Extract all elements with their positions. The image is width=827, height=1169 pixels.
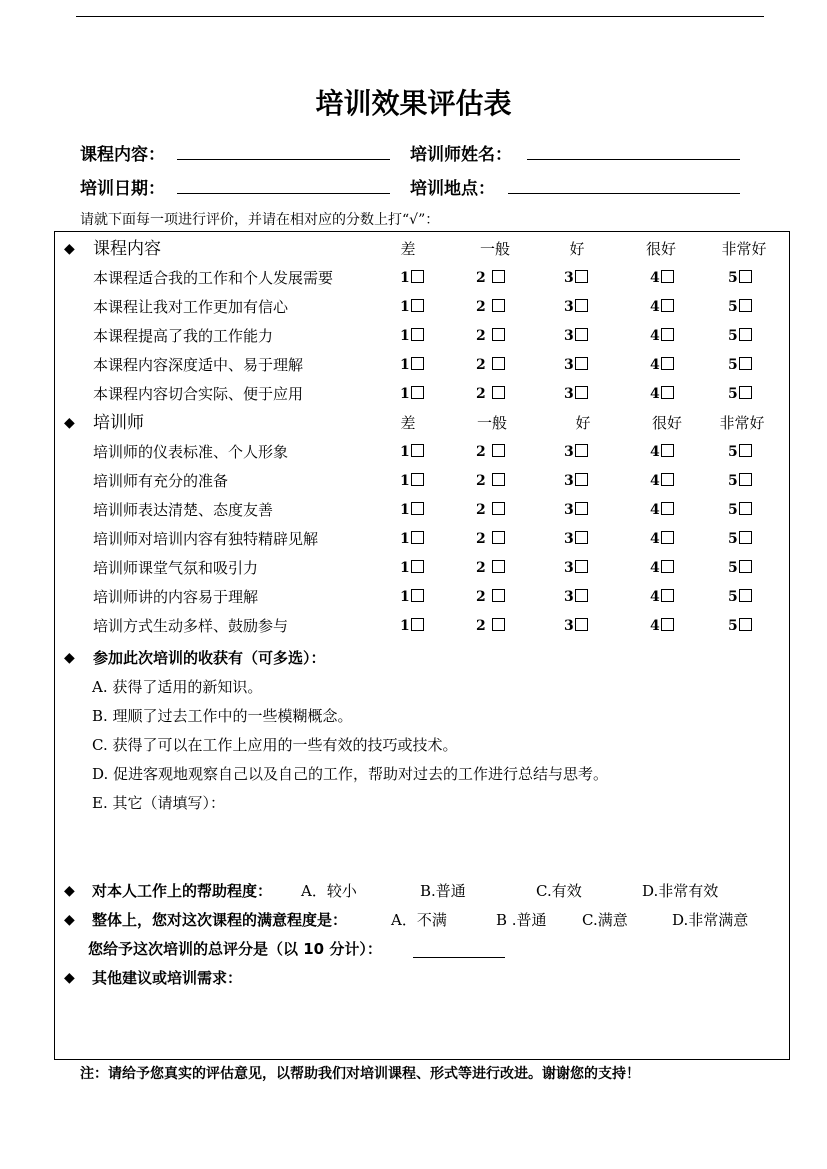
score-number: 3 — [564, 589, 574, 605]
rating-row — [55, 612, 791, 641]
checkbox[interactable] — [739, 531, 752, 544]
checkbox[interactable] — [492, 299, 505, 312]
score-number: 4 — [650, 299, 660, 315]
score-option-4[interactable] — [650, 351, 674, 380]
score-number: 4 — [650, 444, 660, 460]
score-option-1[interactable] — [400, 612, 424, 641]
checkbox[interactable] — [492, 270, 505, 283]
score-option-1[interactable] — [400, 467, 424, 496]
rating-item-label: 培训师课堂气氛和吸引力 — [93, 559, 259, 577]
section-course-header — [55, 236, 789, 262]
score-option-5[interactable] — [728, 612, 752, 641]
evaluation-form — [54, 231, 790, 1060]
score-option-2[interactable] — [476, 351, 505, 380]
score-option-4[interactable] — [650, 322, 674, 351]
score-number: 5 — [728, 299, 738, 315]
scale-poor: 差 — [400, 414, 416, 432]
section-gains-header — [55, 645, 789, 671]
rating-item-label: 培训师讲的内容易于理解 — [93, 588, 259, 606]
score-number: 2 — [476, 618, 486, 634]
scale-good: 好 — [569, 240, 585, 258]
score-option-4[interactable] — [650, 467, 674, 496]
score-option-2[interactable] — [476, 293, 505, 322]
score-number: 4 — [650, 531, 660, 547]
score-option-5[interactable] — [728, 525, 752, 554]
rating-item-label: 本课程内容切合实际、便于应用 — [93, 385, 304, 403]
score-number: 2 — [476, 560, 486, 576]
rating-item-label: 培训方式生动多样、鼓励参与 — [93, 617, 289, 635]
top-rule — [76, 16, 764, 17]
score-option-4[interactable] — [650, 554, 674, 583]
checkbox[interactable] — [661, 531, 674, 544]
rating-item-label: 培训师的仪表标准、个人形象 — [93, 443, 289, 461]
course-content-field[interactable] — [177, 159, 390, 160]
score-number: 5 — [728, 270, 738, 286]
score-number: 3 — [564, 531, 574, 547]
checkbox[interactable] — [575, 444, 588, 457]
checkbox[interactable] — [411, 444, 424, 457]
gain-choice-a[interactable]: A. 获得了适用的新知识。 — [92, 678, 263, 696]
score-option-3[interactable] — [564, 525, 588, 554]
score-number: 5 — [728, 618, 738, 634]
location-label: 培训地点： — [410, 179, 495, 199]
checkbox[interactable] — [661, 357, 674, 370]
help-option-c[interactable]: C.有效 — [536, 882, 582, 900]
checkbox[interactable] — [492, 328, 505, 341]
checkbox[interactable] — [492, 618, 505, 631]
score-number: 3 — [564, 386, 574, 402]
score-number: 5 — [728, 589, 738, 605]
score-number: 4 — [650, 473, 660, 489]
score-number: 5 — [728, 357, 738, 373]
satisfaction-option-a[interactable]: A．不满 — [391, 911, 447, 929]
diamond-bullet-icon: ◆ — [64, 241, 75, 257]
score-number: 4 — [650, 589, 660, 605]
scale-excellent: 非常好 — [719, 414, 765, 432]
score-number: 1 — [400, 589, 410, 605]
checkbox[interactable] — [411, 328, 424, 341]
help-option-b[interactable]: B.普通 — [420, 882, 466, 900]
score-option-2[interactable] — [476, 438, 505, 467]
score-option-5[interactable] — [728, 322, 752, 351]
checkbox[interactable] — [739, 502, 752, 515]
rating-row — [55, 467, 791, 496]
score-option-1[interactable] — [400, 264, 424, 293]
rating-row — [55, 525, 791, 554]
section-trainer-header — [55, 410, 789, 436]
diamond-bullet-icon: ◆ — [64, 883, 75, 899]
checkbox[interactable] — [739, 560, 752, 573]
score-number: 1 — [400, 328, 410, 344]
score-number: 5 — [728, 560, 738, 576]
scale-very-good: 很好 — [645, 240, 676, 258]
checkbox[interactable] — [739, 357, 752, 370]
section-trainer-title: 培训师 — [93, 413, 144, 433]
checkbox[interactable] — [739, 444, 752, 457]
score-number: 1 — [400, 444, 410, 460]
checkbox[interactable] — [739, 270, 752, 283]
help-option-d[interactable]: D.非常有效 — [642, 882, 719, 900]
trainer-name-field[interactable] — [527, 159, 740, 160]
score-number: 3 — [564, 328, 574, 344]
checkbox[interactable] — [661, 328, 674, 341]
rating-row — [55, 322, 791, 351]
score-option-5[interactable] — [728, 583, 752, 612]
score-number: 1 — [400, 386, 410, 402]
checkbox[interactable] — [661, 444, 674, 457]
score-option-2[interactable] — [476, 264, 505, 293]
rating-item-label: 本课程内容深度适中、易于理解 — [93, 356, 304, 374]
checkbox[interactable] — [739, 386, 752, 399]
score-option-1[interactable] — [400, 351, 424, 380]
rating-item-label: 本课程让我对工作更加有信心 — [93, 298, 289, 316]
score-number: 1 — [400, 502, 410, 518]
score-number: 3 — [564, 444, 574, 460]
rating-row — [55, 496, 791, 525]
score-number: 2 — [476, 299, 486, 315]
score-option-4[interactable] — [650, 496, 674, 525]
rating-item-label: 培训师对培训内容有独特精辟见解 — [93, 530, 319, 548]
satisfaction-option-b[interactable]: B .普通 — [496, 911, 547, 929]
checkbox[interactable] — [661, 473, 674, 486]
section-course-title: 课程内容 — [93, 239, 161, 259]
checkbox[interactable] — [575, 386, 588, 399]
checkbox[interactable] — [575, 560, 588, 573]
score-option-5[interactable] — [728, 380, 752, 409]
score-number: 1 — [400, 270, 410, 286]
checkbox[interactable] — [492, 560, 505, 573]
score-number: 1 — [400, 357, 410, 373]
checkbox[interactable] — [661, 589, 674, 602]
instruction-text: 请就下面每一项进行评价，并请在相对应的分数上打“√”： — [80, 212, 440, 228]
gain-choice-d[interactable]: D. 促进客观地观察自己以及自己的工作，帮助对过去的工作进行总结与思考。 — [92, 765, 609, 783]
score-number: 4 — [650, 618, 660, 634]
score-option-5[interactable] — [728, 351, 752, 380]
checkbox[interactable] — [492, 473, 505, 486]
score-number: 4 — [650, 328, 660, 344]
checkbox[interactable] — [411, 473, 424, 486]
scale-poor: 差 — [400, 240, 416, 258]
score-option-5[interactable] — [728, 467, 752, 496]
checkbox[interactable] — [411, 531, 424, 544]
checkbox[interactable] — [739, 618, 752, 631]
score-option-2[interactable] — [476, 467, 505, 496]
score-number: 3 — [564, 618, 574, 634]
checkbox[interactable] — [575, 531, 588, 544]
score-number: 2 — [476, 502, 486, 518]
score-option-1[interactable] — [400, 496, 424, 525]
checkbox[interactable] — [575, 589, 588, 602]
score-number: 2 — [476, 444, 486, 460]
score-number: 1 — [400, 618, 410, 634]
score-option-3[interactable] — [564, 293, 588, 322]
satisfaction-option-d[interactable]: D.非常满意 — [672, 911, 749, 929]
date-label: 培训日期： — [80, 179, 165, 199]
checkbox[interactable] — [411, 589, 424, 602]
score-option-4[interactable] — [650, 525, 674, 554]
total-score-label: 您给予这次培训的总评分是（以 10 分计）： — [88, 940, 382, 958]
rating-row — [55, 351, 791, 380]
checkbox[interactable] — [492, 386, 505, 399]
checkbox[interactable] — [411, 560, 424, 573]
checkbox[interactable] — [492, 589, 505, 602]
checkbox[interactable] — [492, 444, 505, 457]
score-option-1[interactable] — [400, 438, 424, 467]
score-number: 3 — [564, 560, 574, 576]
score-number: 2 — [476, 328, 486, 344]
score-option-3[interactable] — [564, 496, 588, 525]
score-option-2[interactable] — [476, 612, 505, 641]
score-option-3[interactable] — [564, 264, 588, 293]
score-number: 4 — [650, 560, 660, 576]
trainer-name-label: 培训师姓名： — [410, 145, 512, 165]
rating-row — [55, 583, 791, 612]
checkbox[interactable] — [661, 560, 674, 573]
other-suggestions-field[interactable] — [92, 992, 772, 1052]
score-option-4[interactable] — [650, 264, 674, 293]
checkbox[interactable] — [739, 589, 752, 602]
gain-choice-c[interactable]: C. 获得了可以在工作上应用的一些有效的技巧或技术。 — [92, 736, 458, 754]
course-content-label: 课程内容： — [80, 145, 165, 165]
score-number: 2 — [476, 473, 486, 489]
score-option-2[interactable] — [476, 583, 505, 612]
checkbox[interactable] — [492, 502, 505, 515]
score-option-5[interactable] — [728, 554, 752, 583]
checkbox[interactable] — [411, 299, 424, 312]
score-number: 2 — [476, 589, 486, 605]
score-option-4[interactable] — [650, 438, 674, 467]
total-score-row — [55, 936, 789, 962]
score-number: 3 — [564, 299, 574, 315]
checkbox[interactable] — [492, 531, 505, 544]
score-option-3[interactable] — [564, 322, 588, 351]
score-number: 1 — [400, 299, 410, 315]
score-option-4[interactable] — [650, 612, 674, 641]
page-title: 培训效果评估表 — [315, 87, 512, 120]
score-option-3[interactable] — [564, 351, 588, 380]
score-option-4[interactable] — [650, 380, 674, 409]
rating-item-label: 本课程适合我的工作和个人发展需要 — [93, 269, 334, 287]
checkbox[interactable] — [492, 357, 505, 370]
score-number: 3 — [564, 473, 574, 489]
rating-item-label: 培训师有充分的准备 — [93, 472, 229, 490]
score-option-1[interactable] — [400, 293, 424, 322]
score-option-3[interactable] — [564, 554, 588, 583]
help-question-label: 对本人工作上的帮助程度： — [92, 882, 273, 900]
score-number: 5 — [728, 444, 738, 460]
checkbox[interactable] — [661, 270, 674, 283]
score-option-3[interactable] — [564, 380, 588, 409]
score-number: 1 — [400, 531, 410, 547]
rating-row — [55, 438, 791, 467]
checkbox[interactable] — [575, 502, 588, 515]
score-option-5[interactable] — [728, 293, 752, 322]
checkbox[interactable] — [661, 502, 674, 515]
score-option-4[interactable] — [650, 293, 674, 322]
checkbox[interactable] — [661, 386, 674, 399]
gain-choice-b[interactable]: B. 理顺了过去工作中的一些模糊概念。 — [92, 707, 353, 725]
checkbox[interactable] — [575, 618, 588, 631]
checkbox[interactable] — [575, 357, 588, 370]
score-option-4[interactable] — [650, 583, 674, 612]
score-option-1[interactable] — [400, 380, 424, 409]
rating-row — [55, 554, 791, 583]
checkbox[interactable] — [739, 473, 752, 486]
scale-very-good: 很好 — [651, 414, 682, 432]
score-number: 2 — [476, 357, 486, 373]
rating-row — [55, 293, 791, 322]
diamond-bullet-icon: ◆ — [64, 970, 75, 986]
total-score-field[interactable] — [413, 957, 505, 958]
score-number: 2 — [476, 531, 486, 547]
score-number: 3 — [564, 270, 574, 286]
date-field[interactable] — [177, 193, 390, 194]
score-option-3[interactable] — [564, 438, 588, 467]
checkbox[interactable] — [739, 299, 752, 312]
score-option-5[interactable] — [728, 438, 752, 467]
checkbox[interactable] — [411, 357, 424, 370]
score-option-2[interactable] — [476, 496, 505, 525]
other-suggestions-label: 其他建议或培训需求： — [92, 969, 243, 987]
rating-item-label: 本课程提高了我的工作能力 — [93, 327, 274, 345]
score-number: 4 — [650, 357, 660, 373]
score-option-5[interactable] — [728, 496, 752, 525]
scale-excellent: 非常好 — [721, 240, 767, 258]
checkbox[interactable] — [739, 328, 752, 341]
score-number: 1 — [400, 473, 410, 489]
score-number: 4 — [650, 386, 660, 402]
score-number: 2 — [476, 386, 486, 402]
footer-note: 注：请给予您真实的评估意见，以帮助我们对培训课程、形式等进行改进。谢谢您的支持！ — [80, 1066, 640, 1082]
score-number: 5 — [728, 328, 738, 344]
help-question-row — [55, 878, 789, 904]
satisfaction-option-c[interactable]: C.满意 — [582, 911, 628, 929]
satisfaction-question-label: 整体上，您对这次课程的满意程度是： — [92, 911, 348, 929]
checkbox[interactable] — [411, 502, 424, 515]
score-number: 2 — [476, 270, 486, 286]
score-option-1[interactable] — [400, 583, 424, 612]
score-number: 5 — [728, 531, 738, 547]
score-option-2[interactable] — [476, 322, 505, 351]
rating-row — [55, 264, 791, 293]
checkbox[interactable] — [411, 386, 424, 399]
score-number: 3 — [564, 502, 574, 518]
diamond-bullet-icon: ◆ — [64, 415, 75, 431]
checkbox[interactable] — [575, 328, 588, 341]
location-field[interactable] — [508, 193, 740, 194]
scale-average: 一般 — [479, 240, 510, 258]
diamond-bullet-icon: ◆ — [64, 912, 75, 928]
scale-average: 一般 — [476, 414, 507, 432]
score-option-1[interactable] — [400, 525, 424, 554]
score-option-3[interactable] — [564, 467, 588, 496]
checkbox[interactable] — [661, 299, 674, 312]
score-option-3[interactable] — [564, 583, 588, 612]
checkbox[interactable] — [411, 618, 424, 631]
score-number: 5 — [728, 502, 738, 518]
checkbox[interactable] — [575, 270, 588, 283]
scale-good: 好 — [575, 414, 591, 432]
satisfaction-question-row — [55, 907, 789, 933]
score-number: 5 — [728, 473, 738, 489]
score-number: 1 — [400, 560, 410, 576]
checkbox[interactable] — [575, 473, 588, 486]
other-suggestions-row — [55, 965, 789, 991]
section-gains-title: 参加此次培训的收获有（可多选）： — [93, 649, 326, 667]
score-option-2[interactable] — [476, 554, 505, 583]
score-number: 5 — [728, 386, 738, 402]
score-option-2[interactable] — [476, 380, 505, 409]
diamond-bullet-icon: ◆ — [64, 650, 75, 666]
score-option-2[interactable] — [476, 525, 505, 554]
rating-row — [55, 380, 791, 409]
gain-choice-e[interactable]: E. 其它（请填写）： — [92, 794, 225, 812]
checkbox[interactable] — [575, 299, 588, 312]
score-number: 3 — [564, 357, 574, 373]
checkbox[interactable] — [411, 270, 424, 283]
score-option-1[interactable] — [400, 322, 424, 351]
score-option-5[interactable] — [728, 264, 752, 293]
rating-item-label: 培训师表达清楚、态度友善 — [93, 501, 274, 519]
score-number: 4 — [650, 502, 660, 518]
checkbox[interactable] — [661, 618, 674, 631]
help-option-a[interactable]: A．较小 — [301, 882, 357, 900]
score-option-3[interactable] — [564, 612, 588, 641]
score-number: 4 — [650, 270, 660, 286]
score-option-1[interactable] — [400, 554, 424, 583]
